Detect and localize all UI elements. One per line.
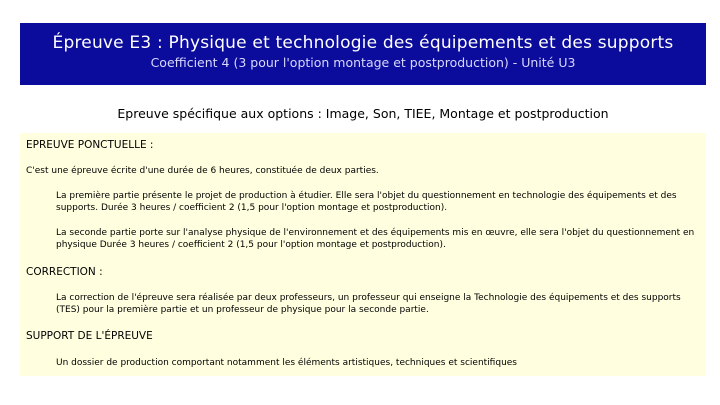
content-box (20, 133, 706, 376)
ponctuelle-part2: La seconde partie porte sur l'analyse physique de l'environnement et des équipements mis en œuvre, elle sera l'objet du questionnement en physique Durée 3 heures / coefficient 2 (1,5 pour l'option montage et postproduction). (56, 228, 695, 250)
correction-text: La correction de l'épreuve sera réalisée par deux professeurs, un professeur qui enseigne la Technologie des équipements et des supports (TES) pour la première partie et un professeur de physique pour la seconde partie. (56, 293, 681, 315)
ponctuelle-intro: C'est une épreuve écrite d'une durée de 6 heures, constituée de deux parties. (26, 166, 379, 176)
options-line: Epreuve spécifique aux options : Image, Son, TIEE, Montage et postproduction (117, 106, 609, 121)
section-heading-support: SUPPORT DE L'ÉPREUVE (26, 330, 153, 342)
page-title: Épreuve E3 : Physique et technologie des équipements et des supports (52, 33, 674, 53)
page-subtitle: Coefficient 4 (3 pour l'option montage et postproduction) - Unité U3 (150, 55, 576, 70)
section-heading-correction: CORRECTION : (26, 266, 103, 278)
support-text: Un dossier de production comportant notamment les éléments artistiques, techniques et scientifiques (56, 358, 517, 368)
section-heading-ponctuelle: EPREUVE PONCTUELLE : (26, 139, 154, 151)
title-banner (20, 23, 706, 85)
ponctuelle-part1: La première partie présente le projet de production à étudier. Elle sera l'objet du questionnement en technologie des équipements et des supports. Durée 3 heures / coefficient 2 (1,5 pour l'option montage et postproduction). (56, 191, 677, 213)
